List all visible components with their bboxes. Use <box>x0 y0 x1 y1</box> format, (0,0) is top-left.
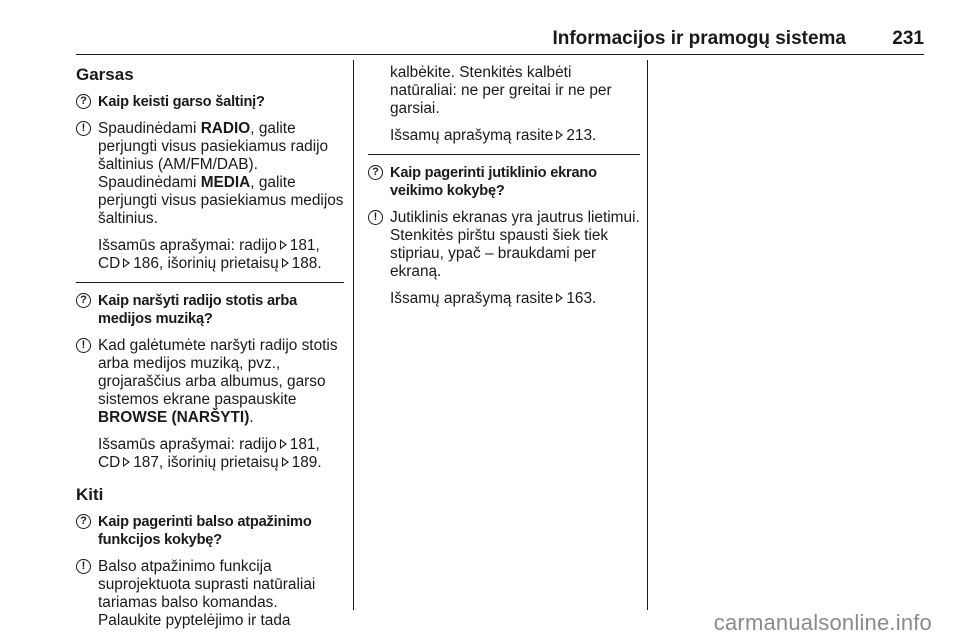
reference-page: 181, <box>289 436 320 453</box>
page-ref-arrow-icon <box>282 258 289 268</box>
page-ref-arrow-icon <box>282 457 289 467</box>
exclamation-icon: ! <box>368 210 383 225</box>
media-keyword: MEDIA <box>200 174 251 191</box>
page-ref-arrow-icon <box>556 293 563 303</box>
reference-page: 187, išorinių prietaisų <box>133 454 279 471</box>
left-column <box>76 60 344 630</box>
question-mark-icon: ? <box>76 514 91 529</box>
question-text: Kaip naršyti radijo stotis arba medijos muziką? <box>98 293 297 327</box>
reference-4 <box>368 290 640 308</box>
question-4 <box>368 164 640 200</box>
site-watermark: carmanualsonline.info <box>713 610 932 635</box>
header-title: Informacijos ir pramogų sistema <box>552 28 846 49</box>
reference-page: 163. <box>566 290 597 307</box>
page-ref-arrow-icon <box>280 439 287 449</box>
reference-text: CD <box>98 454 121 471</box>
question-mark-icon: ? <box>76 94 91 109</box>
block-separator <box>368 154 640 155</box>
page-header <box>76 28 924 52</box>
answer-text: kalbėkite. Stenkitės kalbėti natūraliai: ne per greitai ir ne per garsiai. <box>390 64 612 117</box>
question-text: Kaip pagerinti balso atpažinimo funkcijos kokybę? <box>98 514 312 548</box>
answer-3 <box>76 558 344 630</box>
section-heading-kiti: Kiti <box>76 485 104 504</box>
answer-1 <box>76 120 344 228</box>
reference-page: 213. <box>566 127 597 144</box>
question-3 <box>76 513 344 549</box>
reference-text: Išsamų aprašymą rasite <box>390 290 554 307</box>
header-rule <box>76 54 924 55</box>
page-number: 231 <box>892 28 924 49</box>
answer-4 <box>368 209 640 281</box>
exclamation-icon: ! <box>76 559 91 574</box>
page-ref-arrow-icon <box>123 258 130 268</box>
page-ref-arrow-icon <box>280 240 287 250</box>
reference-2 <box>76 436 344 472</box>
reference-page: 189. <box>291 454 322 471</box>
answer-3-continued <box>368 64 640 118</box>
reference-page: 188. <box>291 255 322 272</box>
answer-text: Spaudinėdami <box>98 120 201 137</box>
question-text: Kaip keisti garso šaltinį? <box>98 94 265 110</box>
page-ref-arrow-icon <box>556 130 563 140</box>
reference-page: 186, išorinių prietaisų <box>133 255 279 272</box>
question-mark-icon: ? <box>76 293 91 308</box>
question-mark-icon: ? <box>368 165 383 180</box>
answer-text: . <box>249 409 254 426</box>
answer-text: Kad galėtumėte naršyti radijo stotis arba medijos muziką, pvz., grojaraščius arba albumus, garso sistemos ekrane paspauskite <box>98 337 338 408</box>
answer-text: Balso atpažinimo funkcija suprojektuota suprasti natūraliai tariamas balso komandas. Palaukite pyptelėjimo ir tada <box>98 558 316 629</box>
column-divider-1 <box>353 60 354 610</box>
question-1 <box>76 93 344 111</box>
answer-text: , galite perjungti visus pasiekiamus radijo šaltinius (AM/FM/DAB). Spaudinėdami <box>98 120 329 191</box>
reference-text: CD <box>98 255 121 272</box>
reference-text: Išsamų aprašymą rasite <box>390 127 554 144</box>
reference-1 <box>76 237 344 273</box>
question-2 <box>76 292 344 328</box>
page-ref-arrow-icon <box>123 457 130 467</box>
right-column <box>368 60 640 308</box>
answer-text: Jutiklinis ekranas yra jautrus lietimui. Stenkitės pirštu spausti šiek tiek stipriau, ypač – braukdami per ekraną. <box>390 209 640 280</box>
column-divider-2 <box>647 60 648 610</box>
answer-text: , galite perjungti visus pasiekiamus medijos šaltinius. <box>98 174 344 227</box>
radio-keyword: RADIO <box>200 120 251 137</box>
reference-text: Išsamūs aprašymai: radijo <box>98 237 277 254</box>
block-separator <box>76 282 344 283</box>
browse-keyword: BROWSE (NARŠYTI) <box>98 409 250 426</box>
answer-2 <box>76 337 344 427</box>
reference-text: Išsamūs aprašymai: radijo <box>98 436 277 453</box>
question-text: Kaip pagerinti jutiklinio ekrano veikimo kokybę? <box>390 165 597 199</box>
exclamation-icon: ! <box>76 121 91 136</box>
exclamation-icon: ! <box>76 338 91 353</box>
reference-3 <box>368 127 640 145</box>
reference-page: 181, <box>289 237 320 254</box>
section-heading-garsas: Garsas <box>76 65 134 84</box>
